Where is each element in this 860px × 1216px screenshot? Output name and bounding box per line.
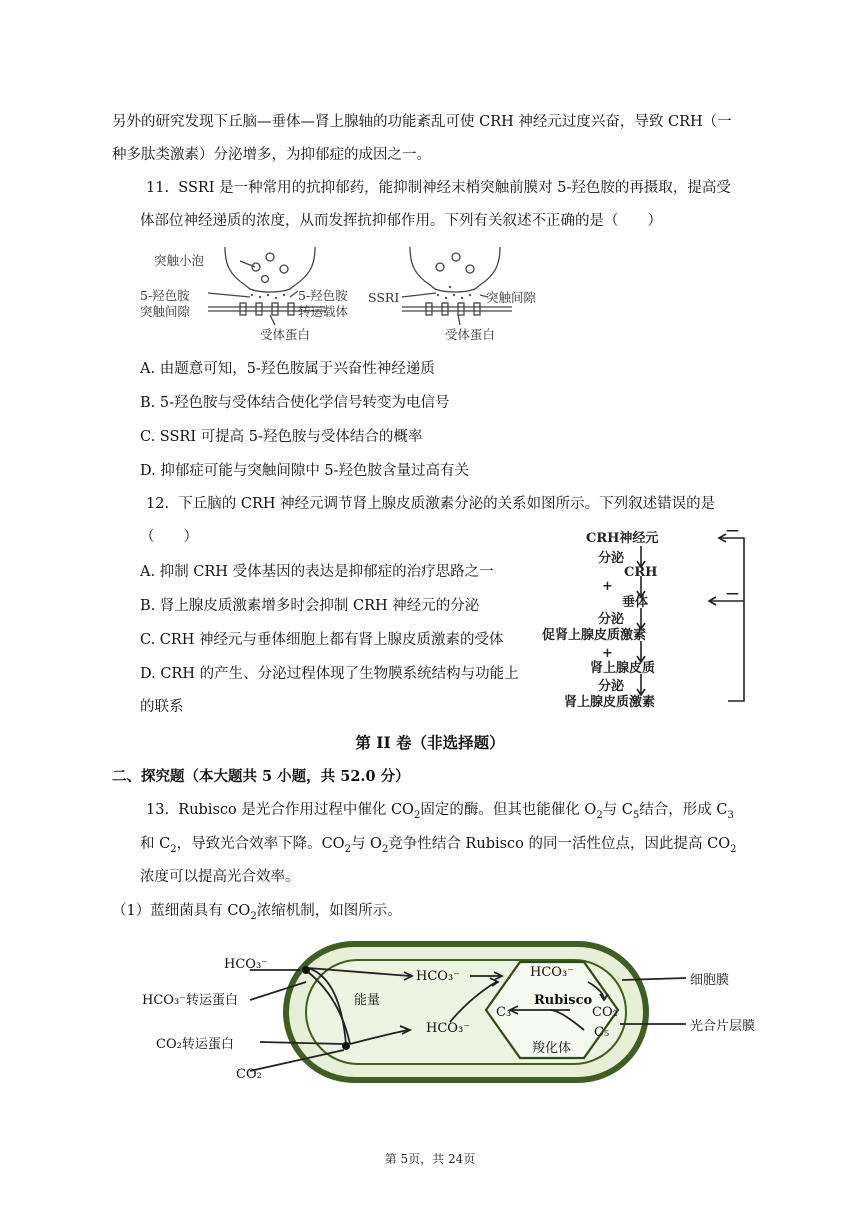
flow-adrenal-cortex: 肾上腺皮质 (590, 661, 656, 676)
q13-line-3: 浓度可以提高光合效率。 (140, 869, 300, 885)
label-cleft-left: 突触间隙 (140, 304, 191, 319)
flow-crh-neuron: CRH神经元 (586, 531, 659, 546)
flow-plus-2: + (602, 646, 613, 661)
flow-secrete-2: 分泌 (598, 612, 625, 627)
intro-line-2: 种多肽类激素）分泌增多，为抑郁症的成因之一。 (112, 147, 431, 163)
fig-co2-transporter: CO₂转运蛋白 (156, 1037, 234, 1052)
page-footer: 第 5页，共 24页 (384, 1152, 476, 1166)
q12-option-d: D. CRH 的产生、分泌过程体现了生物膜系统结构与功能上 (140, 666, 519, 682)
fig-hco3-mid: HCO₃⁻ (416, 969, 461, 984)
q12-option-d-cont: 的联系 (140, 699, 184, 715)
q12-stem-line-2: （ ） (140, 529, 198, 545)
q12-option-c: C. CRH 神经元与垂体细胞上都有肾上腺皮质激素的受体 (140, 632, 504, 648)
label-receptor-left: 受体蛋白 (260, 327, 311, 342)
q11-option-a: A. 由题意可知，5-羟色胺属于兴奋性神经递质 (140, 361, 435, 377)
fig-hco3-in: HCO₃⁻ (530, 965, 575, 980)
fig-rubisco: Rubisco (534, 993, 593, 1008)
volume-title: 第 II 卷（非选择题） (355, 733, 505, 752)
cyanobacteria-figure (140, 938, 780, 1088)
q12-option-b: B. 肾上腺皮质激素增多时会抑制 CRH 神经元的分泌 (140, 598, 480, 614)
q13-sub1: （1）蓝细菌具有 $CO_2$浓缩机制，如图所示。 (112, 903, 402, 922)
label-ssri: SSRI (368, 290, 400, 305)
flow-cortical-hormone: 肾上腺皮质激素 (564, 695, 656, 710)
synapse-figure (140, 245, 560, 345)
flow-minus-1: — (726, 524, 739, 538)
q11-option-d: D. 抑郁症可能与突触间隙中 5-羟色胺含量过高有关 (140, 463, 470, 479)
fig-c3: C₃ (496, 1005, 512, 1020)
label-receptor-right: 受体蛋白 (445, 327, 496, 342)
label-transporter-2: 转运载体 (298, 304, 349, 319)
crh-flow-diagram (538, 524, 758, 710)
fig-c5: C₅ (594, 1025, 610, 1040)
flow-secrete-1: 分泌 (598, 551, 625, 566)
q11-stem-text: SSRI 是一种常用的抗抑郁药，能抑制神经末梢突触前膜对 5-羟色胺的再摄取，提高受 (178, 180, 731, 196)
flow-plus-1: + (602, 579, 613, 594)
fig-thylakoid: 光合片层膜 (690, 1019, 756, 1034)
flow-minus-2: — (726, 586, 739, 601)
label-serotonin-left: 5-羟色胺 (140, 288, 190, 303)
fig-hco3-transporter: HCO₃⁻转运蛋白 (142, 993, 239, 1008)
q11-number: 11. (146, 180, 170, 196)
fig-co2-out: CO₂ (236, 1067, 262, 1082)
q13-line-2: 和 $C_2$，导致光合效率下降。$CO_2$与 $O_2$竞争性结合 Rubisco 的同一活性位点，因此提高 $CO_2$ (140, 836, 737, 855)
q11-option-b: B. 5-羟色胺与受体结合使化学信号转变为电信号 (140, 395, 450, 411)
fig-cell-membrane: 细胞膜 (690, 973, 730, 988)
q12-stem-line-1 (146, 494, 715, 514)
q13-number: 13. (146, 802, 170, 818)
intro-line-1: 另外的研究发现下丘脑—垂体—肾上腺轴的功能紊乱可使 CRH 神经元过度兴奋，导致 CRH（一 (112, 114, 732, 130)
label-cleft-right: 突触间隙 (486, 290, 537, 305)
q11-stem-line-1 (146, 178, 731, 198)
q13-line-1: 13. Rubisco 是光合作用过程中催化 $CO_2$固定的酶。但其也能催化 $O_2$与 $C_5$结合，形成 $C_3$ (146, 802, 734, 821)
q12-stem-text: 下丘脑的 CRH 神经元调节肾上腺皮质激素分泌的关系如图所示。下列叙述错误的是 (178, 496, 716, 512)
label-transporter-1: 5-羟色胺 (298, 288, 348, 303)
q12-number: 12. (146, 496, 170, 512)
label-vesicle: 突触小泡 (154, 253, 205, 268)
q12-option-a: A. 抑制 CRH 受体基因的表达是抑郁症的治疗思路之一 (140, 564, 494, 580)
flow-secrete-3: 分泌 (598, 679, 625, 694)
q11-stem-line-2: 体部位神经递质的浓度，从而发挥抗抑郁作用。下列有关叙述不正确的是（ ） (140, 213, 662, 229)
part-title: 二、探究题（本大题共 5 小题，共 52.0 分） (112, 768, 410, 785)
q11-option-c: C. SSRI 可提高 5-羟色胺与受体结合的概率 (140, 429, 423, 445)
fig-energy: 能量 (354, 993, 381, 1008)
fig-hco3-out: HCO₃⁻ (224, 957, 269, 972)
flow-pituitary: 垂体 (622, 595, 649, 610)
fig-carboxysome: 羧化体 (532, 1041, 572, 1056)
flow-crh: CRH (624, 565, 658, 580)
flow-acth: 促肾上腺皮质激素 (542, 628, 647, 643)
fig-hco3-low: HCO₃⁻ (426, 1021, 471, 1036)
fig-co2-in: CO₂ (592, 1005, 618, 1020)
